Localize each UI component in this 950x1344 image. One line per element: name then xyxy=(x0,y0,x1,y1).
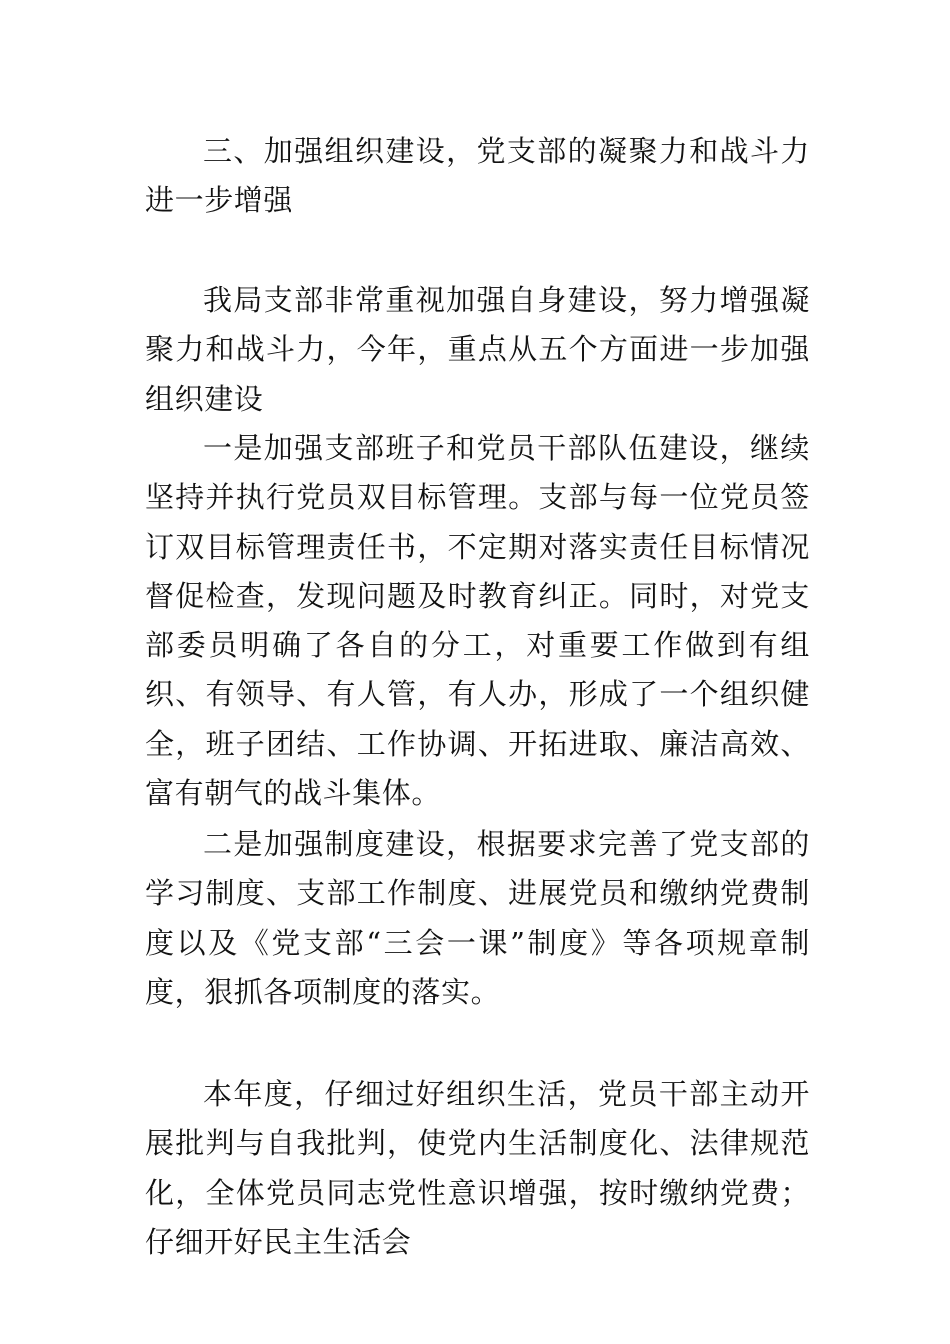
body-paragraph-team-building: 一是加强支部班子和党员干部队伍建设，继续坚持并执行党员双目标管理。支部与每一位党员签订双目标管理责任书，不定期对落实责任目标情况督促检查，发现问题及时教育纠正。同时，对党支部委员明确了各自的分工，对重要工作做到有组织、有领导、有人管，有人办，形成了一个组织健全，班子团结、工作协调、开拓进取、廉洁高效、富有朝气的战斗集体。 xyxy=(145,431,810,811)
body-paragraph-organizational-life: 本年度，仔细过好组织生活，党员干部主动开展批判与自我批判，使党内生活制度化、法律规范化，全体党员同志党性意识增强，按时缴纳党费；仔细开好民主生活会 xyxy=(145,1077,810,1259)
section-heading-paragraph: 三、加强组织建设，党支部的凝聚力和战斗力进一步增强 xyxy=(145,134,810,218)
body-paragraph-system-building: 二是加强制度建设，根据要求完善了党支部的学习制度、支部工作制度、进展党员和缴纳党费制度以及《党支部“三会一课”制度》等各项规章制度，狠抓各项制度的落实。 xyxy=(145,827,810,1009)
intro-paragraph: 我局支部非常重视加强自身建设，努力增强凝聚力和战斗力，今年，重点从五个方面进一步加强组织建设 xyxy=(145,283,810,416)
